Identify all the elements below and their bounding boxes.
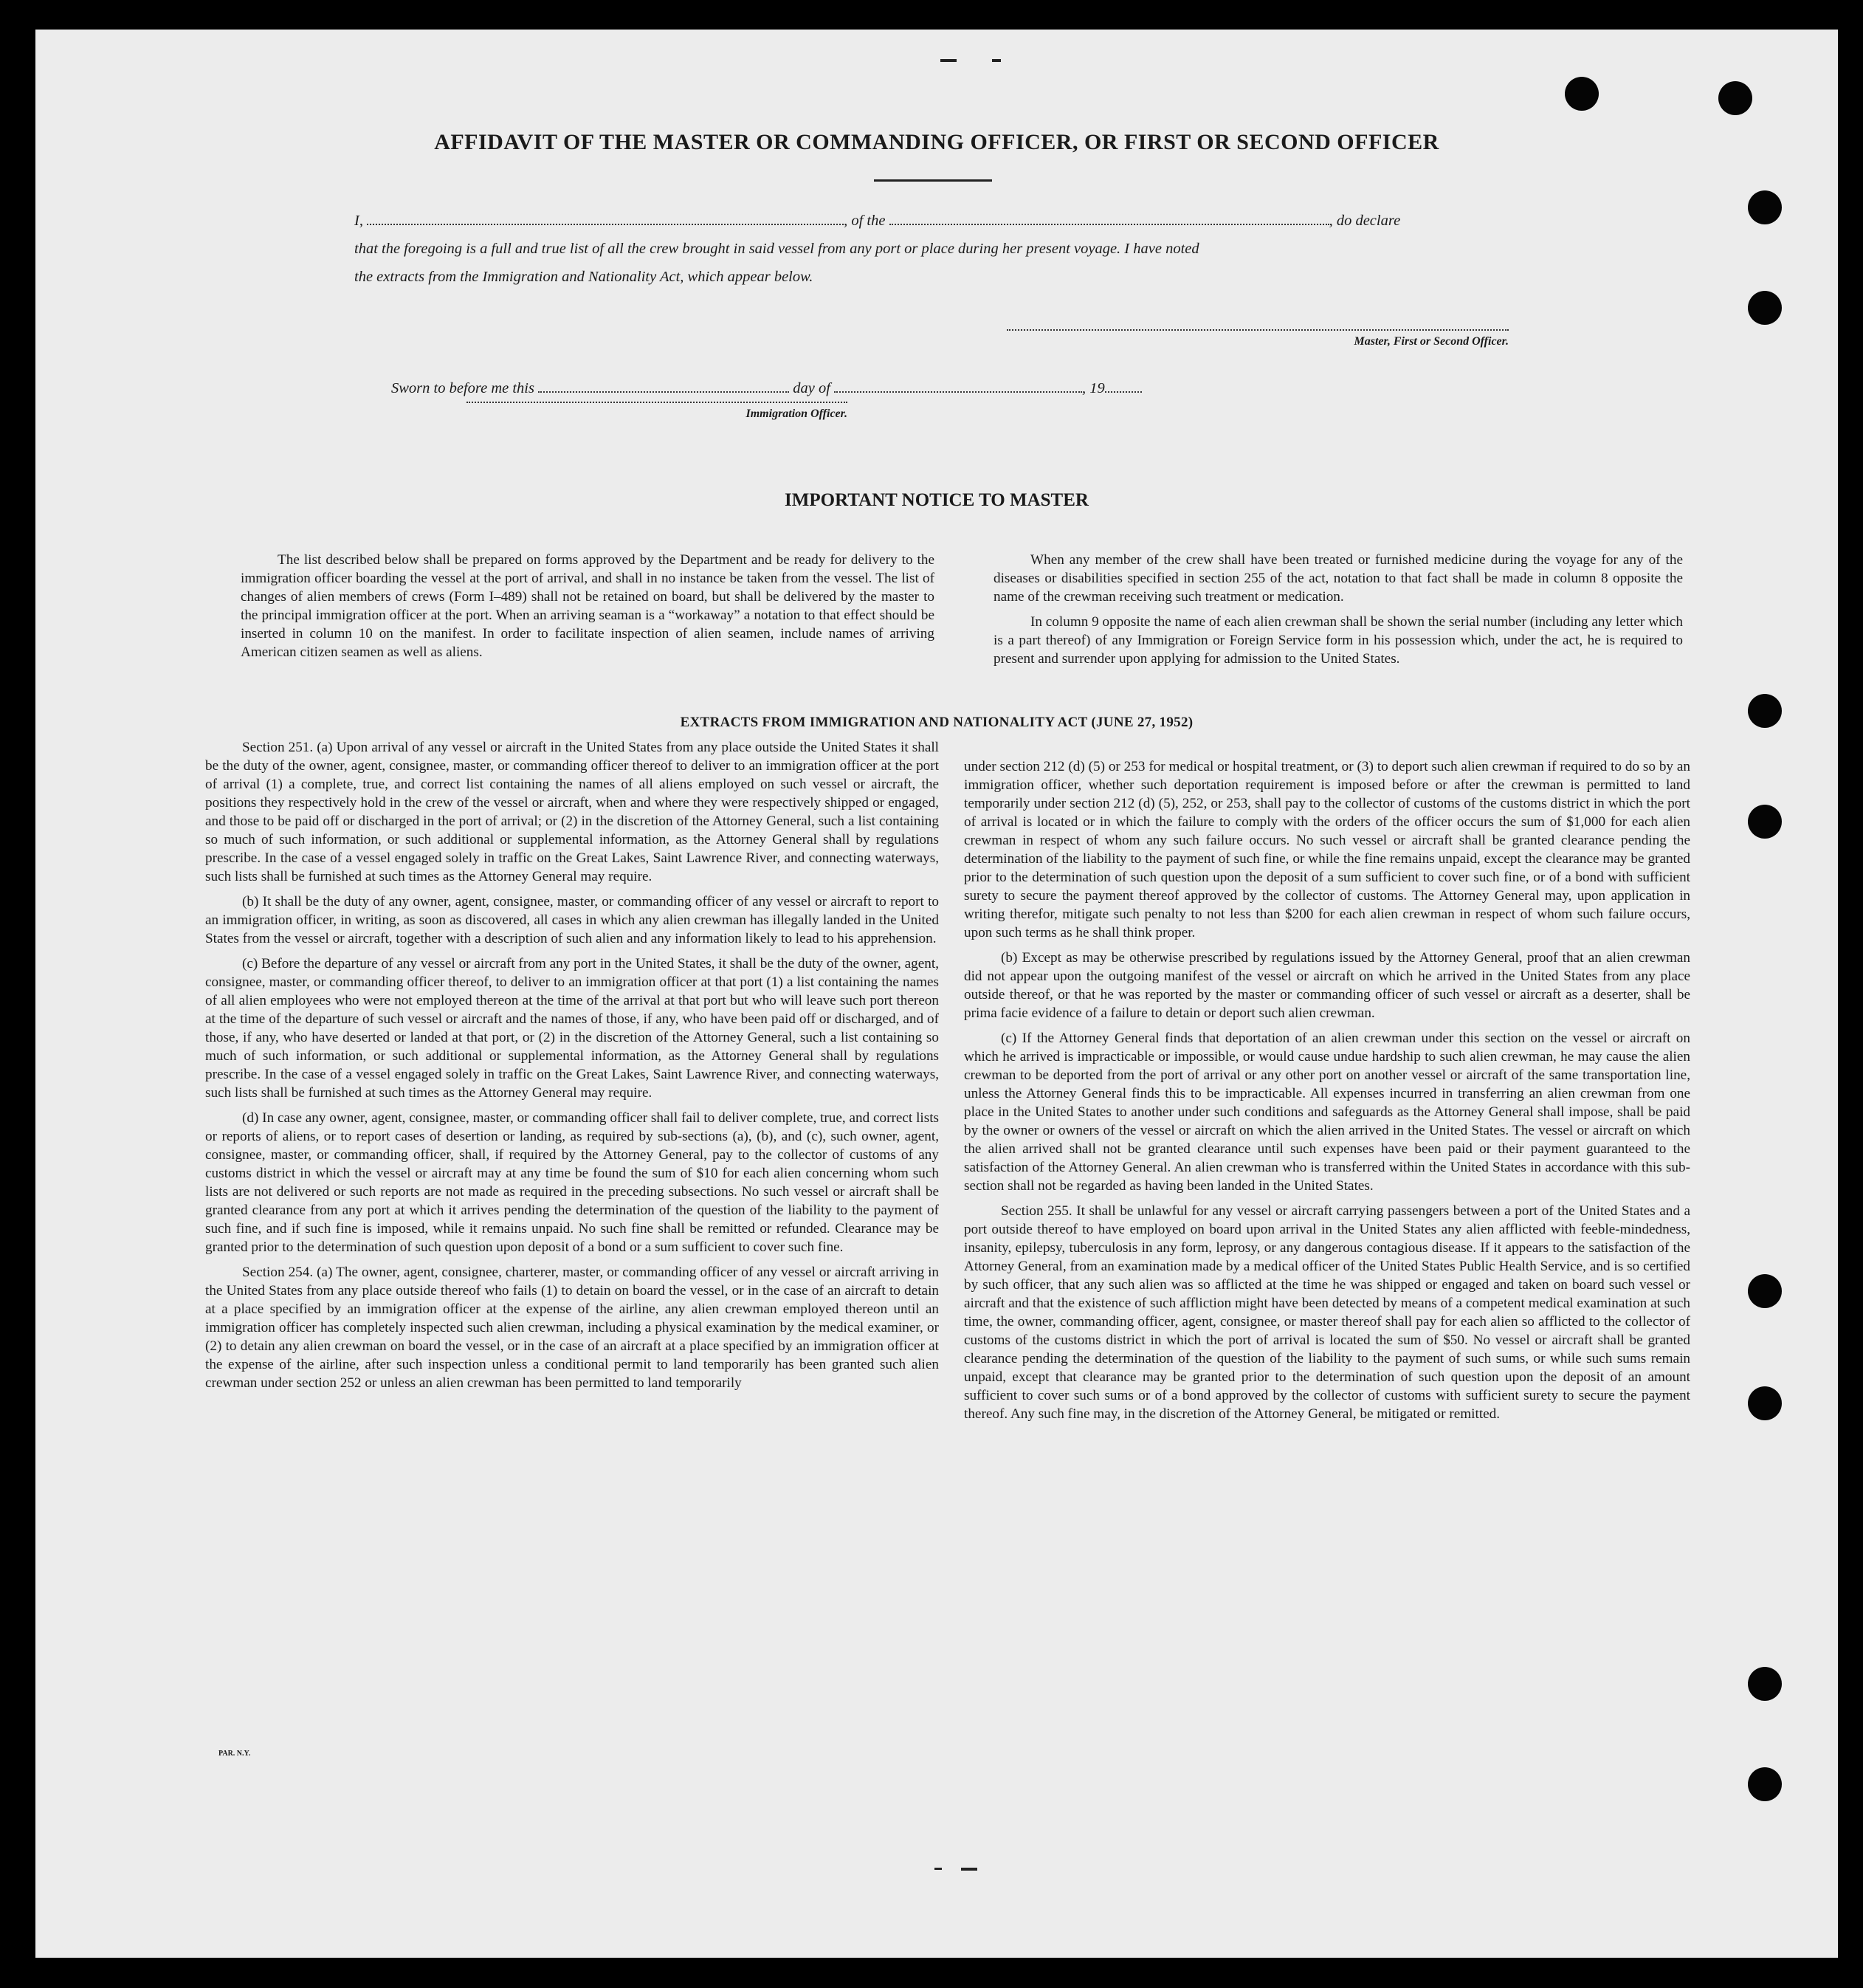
notice-right-paragraph-2: In column 9 opposite the name of each alien crewman shall be shown the serial number (including any letter which is a part thereof) of any Immigration or Foreign Service form in his possession which, under the act, he is required to present and surrender upon applying for admission to the United States. [994, 614, 1683, 667]
notice-left-column [241, 551, 934, 668]
scan-mark [992, 59, 1001, 62]
document-page [35, 30, 1838, 1958]
punch-hole [1748, 805, 1782, 839]
punch-hole [1748, 1667, 1782, 1701]
immigration-officer-label: Immigration Officer. [745, 407, 847, 420]
section-254-a: Section 254. (a) The owner, agent, consignee, charterer, master, or commanding officer of any vessel or aircraft arriving in the United States from any place outside thereof who fails (1) to detain on board the vessel, or in the case of an aircraft to detain at a place specified by an immigration officer at the expense of the airline, any alien crewman employed thereon until an immigration officer has completely inspected such alien crewman, including a physical examination by the medical examiner, or (2) to detain any alien crewman on board the vessel, or in the case of an aircraft at a place specified by an immigration officer at the expense of the airline, after such inspection unless a conditional permit to land temporarily has been granted such alien crewman under section 252 or unless an alien crewman has been permitted to land temporarily [205, 1265, 939, 1391]
punch-hole [1748, 291, 1782, 325]
master-signature-line[interactable] [1007, 329, 1509, 331]
immigration-officer-line[interactable] [466, 402, 847, 403]
sworn-label: Sworn to before me this [391, 380, 534, 396]
notice-title: IMPORTANT NOTICE TO MASTER [785, 490, 1089, 510]
notice-right-paragraph-1: When any member of the crew shall have been treated or furnished medicine during the voyage for any of the diseases or disabilities specified in section 255 of the act, notation to that fact shall be made in column 8 opposite the name of the crewman receiving such treatment or medication. [994, 552, 1683, 605]
master-signature-block [1007, 329, 1509, 348]
section-251-a: Section 251. (a) Upon arrival of any vessel or aircraft in the United States from any place outside the United States it shall be the duty of the owner, agent, consignee, master, or commanding officer thereof to deliver to an immigration officer at the port of arrival (1) a complete, true, and correct list containing the names of all aliens employed on such vessel or aircraft, the positions they respectively hold in the crew of the vessel or aircraft, when and where they were respectively shipped or engaged, and those to be paid off or discharged in the port of arrival; or (2) in the discretion of the Attorney General, such a list containing so much of such information, or such additional or supplemental information, as the Attorney General shall by regulations prescribe. In the case of a vessel engaged solely in traffic on the Great Lakes, Saint Lawrence River, and connecting waterways, such lists shall be furnished at such times as the Attorney General may require. [205, 740, 939, 884]
section-255: Section 255. It shall be unlawful for any vessel or aircraft carrying passengers between a port of the United States and a port outside thereof to have employed on board upon arrival in the United States any alien afflicted with feeble-mindedness, insanity, epilepsy, tuberculosis in any form, leprosy, or any dangerous contagious disease. If it appears to the satisfaction of the Attorney General, from an examination made by a medical officer of the United States Public Health Service, and is so certified by such officer, that any such alien was so afflicted at the time he was shipped or engaged and taken on board such vessel or aircraft and that the existence of such affliction might have been detected by means of a competent medical examination at such time, the owner, commanding officer, agent, consignee, or master thereof shall pay for each alien so afflicted to the collector of customs of the customs district in which the port of arrival is located the sum of $50. No vessel or aircraft shall be granted clearance pending the determination of the question of the liability to the payment of such sums, or while such sums remain unpaid, except that clearance may be granted prior to the determination of such question upon the deposit of an amount sufficient to cover such sums or of a bond approved by the collector of customs with sufficient surety to secure the payment thereof. Any such fine may, in the discretion of the Attorney General, be mitigated or remitted. [964, 1203, 1690, 1422]
master-signature-label: Master, First or Second Officer. [1354, 335, 1509, 348]
extracts-title: EXTRACTS FROM IMMIGRATION AND NATIONALITY ACT (JUNE 27, 1952) [680, 715, 1194, 730]
section-251-c: (c) Before the departure of any vessel or aircraft from any port in the United States, it shall be the duty of the owner, agent, consignee, master, or commanding officer thereof, to deliver to an immigration officer at that port (1) a list containing the names of all alien employees who were not employed thereon at the time of the arrival at that port but who will leave such port thereon at the time of the departure of such vessel or aircraft and the names of those, if any, who have been paid off or discharged, and of those, if any, who have deserted or landed at that port, or (2) in the discretion of the Attorney General, such a list containing so much of such information, or such additional or supplemental information, as the Attorney General shall by regulations prescribe. In the case of a vessel engaged solely in traffic on the Great Lakes, Saint Lawrence River, and connecting waterways, such lists shall be furnished at such times as the Attorney General may require. [205, 956, 939, 1101]
year-label: , 19 [1082, 380, 1105, 396]
declaration-line-1 [354, 207, 1550, 235]
section-254-a-continued: under section 212 (d) (5) or 253 for medical or hospital treatment, or (3) to deport such alien crewman if required to do so by an immigration officer, whether such deportation requirement is imposed before or after the crewman is permitted to land temporarily under section 212 (d) (5), 252, or 253, shall pay to the collector of customs of the customs district in which the port of arrival is located or in which the failure to comply with the orders of the officer occurs the sum of $1,000 for each alien crewman in respect of whom any such failure occurs. No such vessel or aircraft shall be granted clearance pending the determination of the liability to the payment of such fine, or while the fine remains unpaid, except the clearance may be granted prior to the determination of such question upon the deposit of a sum sufficient to cover such fine, or of a bond with sufficient surety to secure the payment thereof approved by the collector of customs. The Attorney General may, upon application in writing therefor, mitigate such penalty to not less than $200 for each alien crewman in respect of whom such failure occurs, upon such terms as he shall think proper. [964, 759, 1690, 940]
of-the-label: , of the [844, 213, 886, 229]
affidavit-title: AFFIDAVIT OF THE MASTER OR COMMANDING OFFICER, OR FIRST OR SECOND OFFICER [434, 130, 1439, 154]
sworn-line [391, 378, 1142, 397]
sworn-day-field[interactable] [538, 378, 789, 393]
title-rule [874, 179, 992, 182]
notice-right-column [994, 551, 1683, 675]
day-of-label: day of [793, 380, 830, 396]
immigration-officer-block [466, 402, 847, 421]
i-label: I, [354, 213, 363, 229]
extracts-right-column [964, 757, 1690, 1430]
punch-hole [1718, 81, 1752, 115]
notice-left-paragraph: The list described below shall be prepared on forms approved by the Department and be ready for delivery to the immigration officer boarding the vessel at the port of arrival, and shall in no instance be taken from the vessel. The list of changes of alien members of crews (Form I–489) shall not be retained on board, but shall be delivered by the master to the principal immigration officer at the port. When an arriving seaman is a “workaway” a notation to that effect should be inserted in column 10 on the manifest. In order to facilitate inspection of alien seamen, include names of arriving American citizen seamen as well as aliens. [241, 552, 934, 660]
sworn-year-field[interactable] [1105, 378, 1142, 393]
punch-hole [1748, 190, 1782, 224]
punch-hole [1748, 1767, 1782, 1801]
do-declare-label: , do declare [1329, 213, 1401, 229]
sworn-month-field[interactable] [834, 378, 1082, 393]
printer-code: PAR. N.Y. [218, 1750, 251, 1758]
scan-mark [934, 1868, 942, 1870]
extracts-left-column [205, 738, 939, 1399]
vessel-field[interactable] [889, 210, 1329, 225]
scan-mark [961, 1868, 977, 1871]
name-field[interactable] [367, 210, 844, 225]
scan-mark [940, 59, 957, 62]
punch-hole [1748, 1386, 1782, 1420]
declaration-line-2: that the foregoing is a full and true list of all the crew brought in said vessel from any port or place during her present voyage. I have noted [354, 241, 1199, 257]
punch-hole [1748, 1274, 1782, 1308]
declaration-line-3: the extracts from the Immigration and Nationality Act, which appear below. [354, 269, 813, 285]
declaration-block [354, 207, 1550, 291]
section-251-b: (b) It shall be the duty of any owner, agent, consignee, master, or commanding officer of any vessel or aircraft to report to an immigration officer, in writing, as soon as discovered, all cases in which any alien crewman has illegally landed in the United States from the vessel or aircraft, together with a description of such alien and any information likely to lead to his apprehension. [205, 894, 939, 946]
punch-hole [1565, 77, 1599, 111]
section-251-d: (d) In case any owner, agent, consignee, master, or commanding officer shall fail to deliver complete, true, and correct lists or reports of aliens, or to report cases of desertion or landing, as required by sub-sections (a), (b), and (c), such owner, agent, consignee, master, or commanding officer, shall, if required by the Attorney General, pay to the collector of customs of any customs district in which the vessel or aircraft may at any time be found the sum of $10 for each alien concerning whom such lists are not delivered or such reports are not made as required in the preceding subsections. No such vessel or aircraft shall be granted clearance from any port at which it arrives pending the determination of the question of the liability to the payment of such fine, and if such fine is imposed, while it remains unpaid. No such fine shall be remitted or refunded. Clearance may be granted prior to the determination of such question upon deposit of a bond or a sum sufficient to cover such fine. [205, 1110, 939, 1255]
section-254-b: (b) Except as may be otherwise prescribed by regulations issued by the Attorney General, proof that an alien crewman did not appear upon the outgoing manifest of the vessel or aircraft on which he arrived in the United States from any place outside thereof, or that he was reported by the master or commanding officer of such vessel or aircraft as a deserter, shall be prima facie evidence of a failure to detain or deport such alien crewman. [964, 950, 1690, 1021]
section-254-c: (c) If the Attorney General finds that deportation of an alien crewman under this section on the vessel or aircraft on which he arrived is impracticable or impossible, or would cause undue hardship to such alien crewman, he may cause the alien crewman to be deported from the port of arrival or any other port on another vessel or aircraft of the same transportation line, unless the Attorney General finds this to be impracticable. All expenses incurred in transferring an alien crewman from one place in the United States to another under such conditions and safeguards as the Attorney General shall impose, shall be paid by the owner or owners of the vessel or aircraft on which the alien arrived in the United States. The vessel or aircraft on which the alien arrived shall not be granted clearance until such expenses have been paid or their payment guaranteed to the satisfaction of the Attorney General. An alien crewman who is transferred within the United States in accordance with this sub-section shall not be regarded as having been landed in the United States. [964, 1031, 1690, 1194]
